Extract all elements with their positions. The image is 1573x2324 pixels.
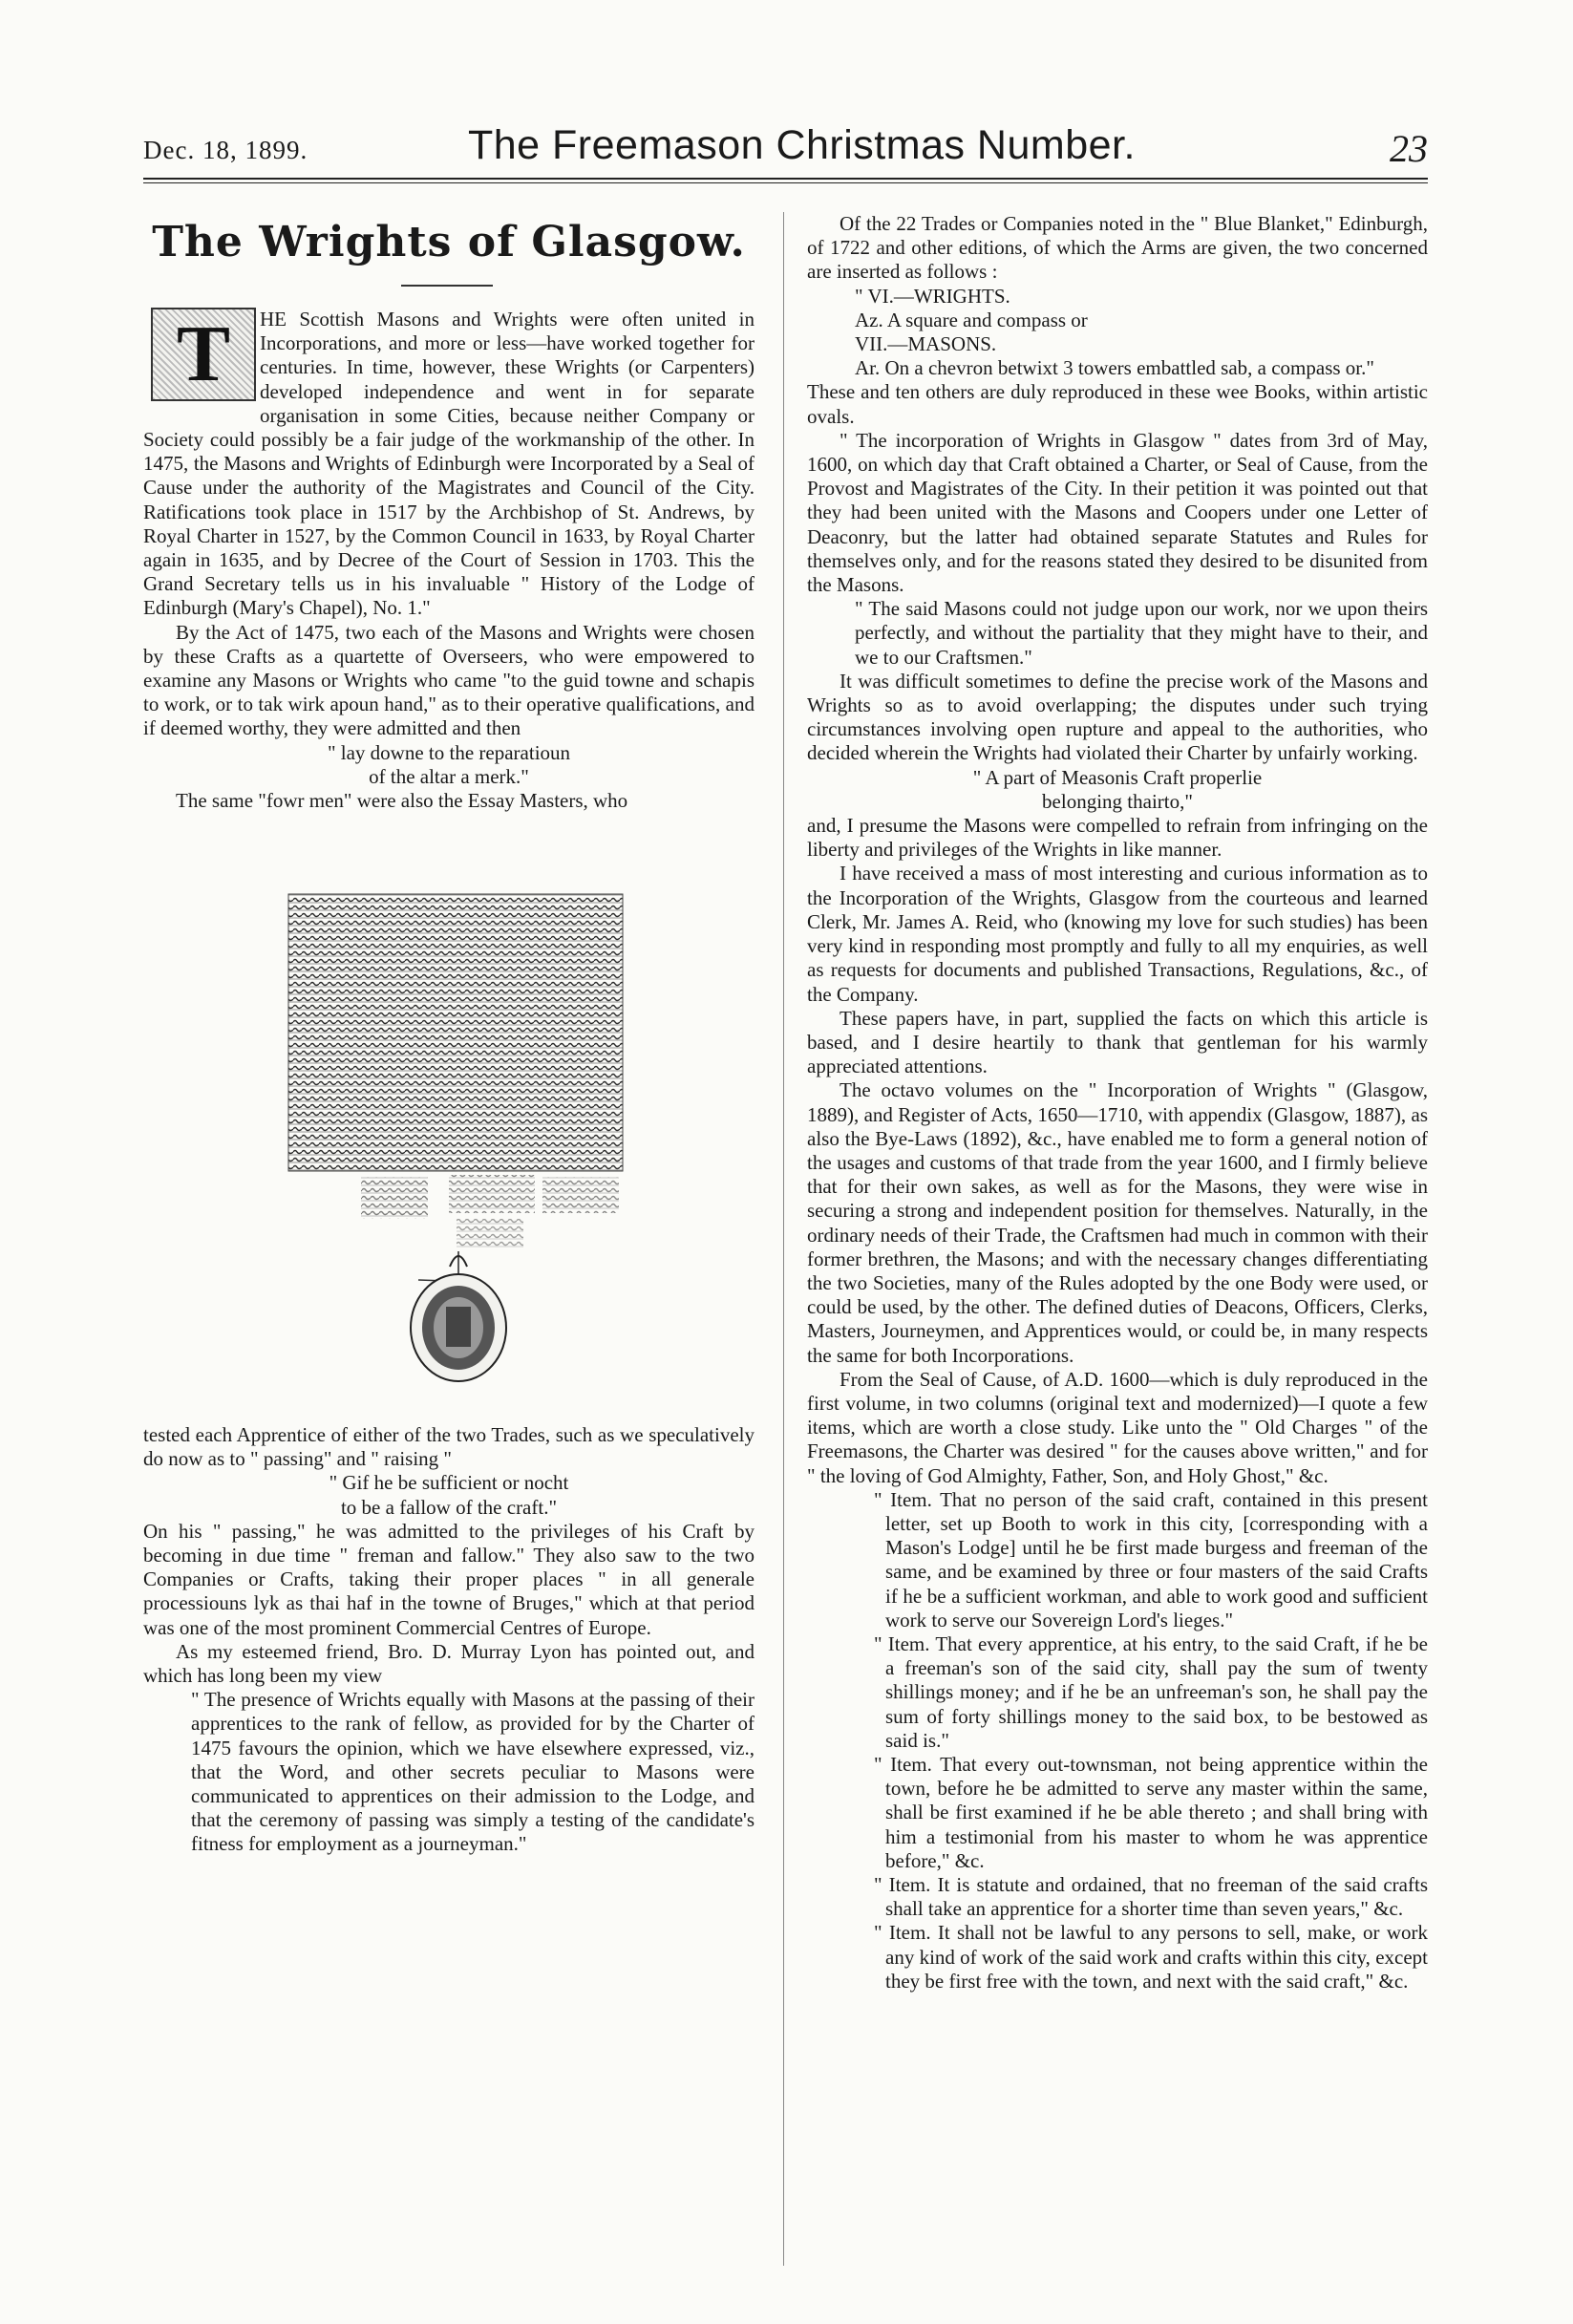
paragraph: HE Scottish Masons and Wrights were often united in Incorporations, and more or less—have worked together for centuries. In time, however, these Wrights (or Carpenters) developed independence and went in for separate organisation in some Cities, because neither Company or Society could possibly be a fair judge of the workmanship of the other. In 1475, the Masons and Wrights of Edinburgh were Incorporated by a Seal of Cause under the authority of the Magistrates and Council of the City. Ratifications took place in 1517 by the Archbishop of St. Andrews, by Royal Charter in 1527, by the Common Council in 1633, by Royal Charter again in 1635, and by Decree of the Court of Session in 1703. This the Grand Secretary tells us in his invaluable " History of the Lodge of Edinburgh (Mary's Chapel), No. 1." — [143, 308, 755, 620]
quote-line: belonging thairto," — [1042, 789, 1193, 813]
paragraph: By the Act of 1475, two each of the Masons and Wrights were chosen by these Crafts as a quartette of Overseers, who were empowered to examine any Masons or Wrights who came "to the guid towne and schapis to work, or to tak wirk apoun hand," as to their operative qualifications, and if deemed worthy, they were admitted and then — [143, 620, 755, 740]
left-column-bottom — [143, 1423, 755, 1857]
page-number: 23 — [1390, 127, 1428, 170]
right-column — [807, 212, 1428, 1994]
charter-text-block — [288, 894, 623, 1171]
quote-line: " Gif he be sufficient or nocht — [329, 1471, 569, 1495]
paragraph: Of the 22 Trades or Companies noted in the " Blue Blanket," Edinburgh, of 1722 and other editions, of which the Arms are given, the two concerned are inserted as follows : — [807, 212, 1428, 284]
page-header — [143, 122, 1428, 170]
charter-item: " Item. It is statute and ordained, that no freeman of the said crafts shall take an apprentice for a shorter time than seven years," &c. — [874, 1873, 1428, 1921]
charter-item: " Item. That every apprentice, at his entry, to the said Craft, if he be a freeman's son of the said city, shall pay the sum of twenty shillings money; and if he be an unfreeman's son, he shall pay the sum of forty shillings money to the said box, to be bestowed as said is." — [874, 1631, 1428, 1752]
paragraph: As my esteemed friend, Bro. D. Murray Lyon has pointed out, and which has long been my view — [143, 1639, 755, 1688]
paragraph: These and ten others are duly reproduced in these wee Books, within artistic ovals. — [807, 380, 1428, 428]
charter-item: " Item. That every out-townsman, not being apprentice within the town, before he be admitted to serve any master within the same, shall be first examined if he be able thereto ; and shall bring with him a testimonial from his master to whom he was apprentice before," &c. — [874, 1753, 1428, 1872]
header-date: Dec. 18, 1899. — [143, 136, 308, 164]
arms-heading: " VI.—WRIGHTS. — [855, 284, 1010, 308]
header-rule — [143, 178, 1428, 180]
title-rule — [401, 285, 493, 287]
charter-item: " Item. It shall not be lawful to any persons to sell, make, or work any kind of work of the said work and crafts within this city, except they be first free with the town, and next with the said craft," &c. — [874, 1921, 1428, 1993]
paragraph: " The incorporation of Wrights in Glasgow " dates from 3rd of May, 1600, on which day that Craft obtained a Charter, or Seal of Cause, from the Provost and Magistrates of the City. In their petition it was pointed out that they had been united with the Masons and Coopers under one Letter of Deaconry, but the latter had obtained separate Statutes and Rules for themselves only, and for the reasons stated they desired to be disunited from the Masons. — [807, 428, 1428, 597]
publication-title: The Freemason Christmas Number. — [468, 122, 1136, 168]
block-quote: " The presence of Wrichts equally with Masons at the passing of their apprentices to the rank of fellow, as provided for by the Charter of 1475 favours the opinion, which we have elsewhere expressed, viz., that the Word, and other secrets peculiar to Masons were communicated to apprentices on their admission to the Lodge, and that the ceremony of passing was simply a testing of the candidate's fitness for employment as a journeyman." — [191, 1688, 755, 1856]
signature-mark — [361, 1177, 428, 1219]
paragraph: The same "fowr men" were also the Essay Masters, who — [176, 789, 628, 813]
article-title: The Wrights of Glasgow. — [152, 218, 746, 267]
charter-item: " Item. That no person of the said craft, contained in this present letter, set up Booth to work in this city, [corresponding with a Mason's Lodge] until he be first made burgess and freeman of the same, and be examined by three or four masters of the said Crafts if he be a sufficient workman, and able to work good and sufficient work to serve our Sovereign Lord's lieges." — [874, 1487, 1428, 1631]
quote-line: to be a fallow of the craft." — [340, 1495, 558, 1519]
paragraph: It was difficult sometimes to define the precise work of the Masons and Wrights so as to avoid overlapping; the disputes under such trying circumstances involving open rupture and appeal to the authorities, who decided wherein the Wrights had violated their Charter by unfairly working. — [807, 669, 1428, 765]
signature-mark — [449, 1175, 535, 1213]
column-divider — [783, 212, 784, 2266]
left-column-top — [143, 308, 755, 813]
header-rule-thin — [143, 182, 1428, 183]
paragraph: On his " passing," he was admitted to the privileges of his Craft by becoming in due time " freman and fallow." They also saw to the two Companies or Crafts, taking their proper places " in all generale processiouns lyk as thai haf in the towne of Bruges," which at that period was one of the most prominent Commercial Centres of Europe. — [143, 1519, 755, 1639]
wax-seal-illustration — [396, 1240, 521, 1393]
block-quote: " The said Masons could not judge upon our work, nor we upon theirs perfectly, and without the partiality that they might have to their, and we to our Craftsmen." — [855, 597, 1428, 669]
signature-mark — [542, 1177, 619, 1213]
quote-line: of the altar a merk." — [369, 764, 529, 788]
paragraph: These papers have, in part, supplied the facts on which this article is based, and I desire heartily to thank that gentleman for his warmly appreciated attentions. — [807, 1006, 1428, 1078]
paragraph: I have received a mass of most interesting and curious information as to the Incorporation of the Wrights, Glasgow from the courteous and learned Clerk, Mr. James A. Reid, who (knowing my love for such studies) has been very kind in responding most promptly and fully to all my enquiries, as well as requests for documents and published Transactions, Regulations, &c., of the Company. — [807, 862, 1428, 1006]
quote-line: " A part of Measonis Craft properlie — [972, 765, 1263, 789]
arms-blazon: Ar. On a chevron betwixt 3 towers embattled sab, a compass or." — [855, 356, 1374, 380]
quote-line: " lay downe to the reparatioun — [327, 740, 571, 764]
paragraph: From the Seal of Cause, of A.D. 1600—which is duly reproduced in the first volume, in two columns (original text and modernized)—I quote a few items, which are worth a close study. Like unto the " Old Charges " of the Freemasons, the Charter was desired " for the causes above written," and for " the loving of God Almighty, Father, Son, and Holy Ghost," &c. — [807, 1367, 1428, 1487]
drop-cap: T — [151, 308, 256, 401]
paragraph: and, I presume the Masons were compelled to refrain from infringing on the liberty and privileges of the Wrights in like manner. — [807, 814, 1428, 862]
paragraph: The octavo volumes on the " Incorporation of Wrights " (Glasgow, 1889), and Register of Acts, 1650—1710, with appendix (Glasgow, 1887), as also the Bye-Laws (1892), &c., have enabled me to form a general notion of the usages and customs of that trade from the year 1600, and I firmly believe that for their own sakes, as well as for the Masons, they were wise in securing a strong and independent position for themselves. Naturally, in the ordinary needs of their Trade, the Craftsmen had much in common with their former brethren, the Masons; and with the necessary changes differentiating the two Societies, many of the Rules adopted by the one Body were used, or could be used, by the other. The defined duties of Deacons, Officers, Clerks, Masters, Journeymen, and Apprentices would, or could be, in many respects the same for both Incorporations. — [807, 1078, 1428, 1367]
arms-heading: VII.—MASONS. — [855, 332, 997, 356]
paragraph: tested each Apprentice of either of the two Trades, such as we speculatively do now as to " passing" and " raising " — [143, 1423, 755, 1471]
arms-blazon: Az. A square and compass or — [855, 308, 1088, 331]
